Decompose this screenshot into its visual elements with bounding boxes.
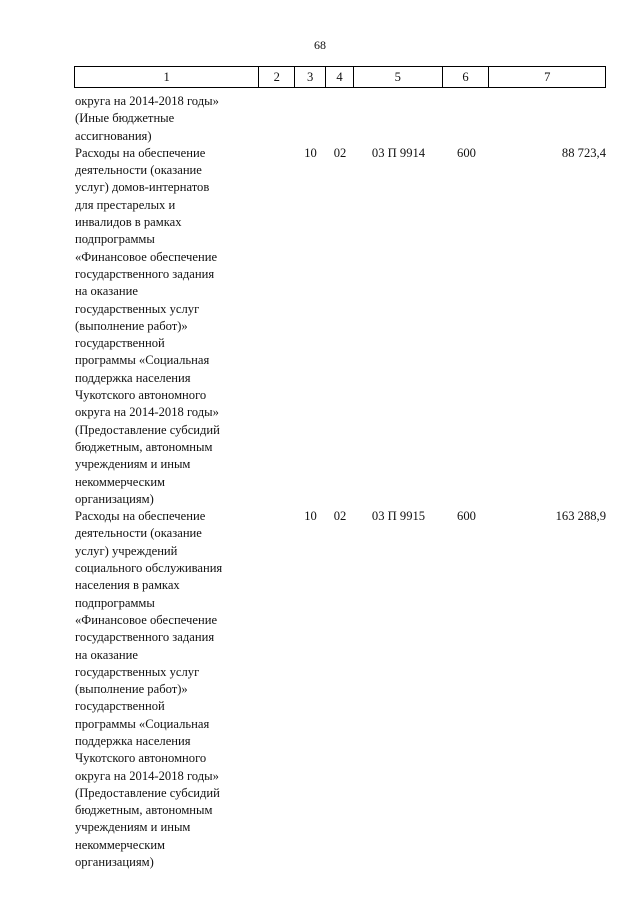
row-amount: 88 723,4 [561,145,606,160]
table-row [75,508,606,871]
row-description: Расходы на обеспечение деятельности (оказание услуг) учреждений социального обслуживания населения в рамках подпрограммы «Финансовое обеспечение государственного задания на оказание государственных услуг (выполнение работ)» государственной программы «Социальная поддержка населения Чукотского автономного округа на 2014-2018 годы» (Предоставление субсидий бюджетным, автономным учреждениям и иным некоммерческим организациям) [75,509,223,870]
row-expense-type: 600 [457,145,476,160]
row-section: 10 [304,145,317,160]
table-body [75,93,606,871]
table-row [75,145,606,508]
header-col-1: 1 [75,67,259,87]
header-col-2: 2 [259,67,295,87]
row-expense-type: 600 [457,509,476,524]
row-section: 10 [304,509,317,524]
row-subsection: 02 [333,145,347,160]
row-target-item: 03 П 9914 [371,145,426,160]
row-amount: 163 288,9 [555,509,606,524]
row-description: Расходы на обеспечение деятельности (оказание услуг) домов-интернатов для престарелых и инвалидов в рамках подпрограммы «Финансовое обеспечение государственного задания на оказание государственных услуг (выполнение работ)» государственной программы «Социальная поддержка населения Чукотского автономного округа на 2014-2018 годы» (Предоставление субсидий бюджетным, автономным учреждениям и иным некоммерческим организациям) [75,145,220,506]
header-col-3: 3 [295,67,326,87]
header-col-4: 4 [326,67,354,87]
header-col-6: 6 [443,67,490,87]
row-target-item: 03 П 9915 [371,509,426,524]
table-row [75,93,606,145]
header-col-5: 5 [354,67,443,87]
row-description: округа на 2014-2018 годы» (Иные бюджетные ассигнования) [75,94,219,143]
header-col-7: 7 [544,70,551,84]
table-header [74,66,606,88]
page-number: 68 [314,38,326,52]
row-subsection: 02 [333,509,347,524]
